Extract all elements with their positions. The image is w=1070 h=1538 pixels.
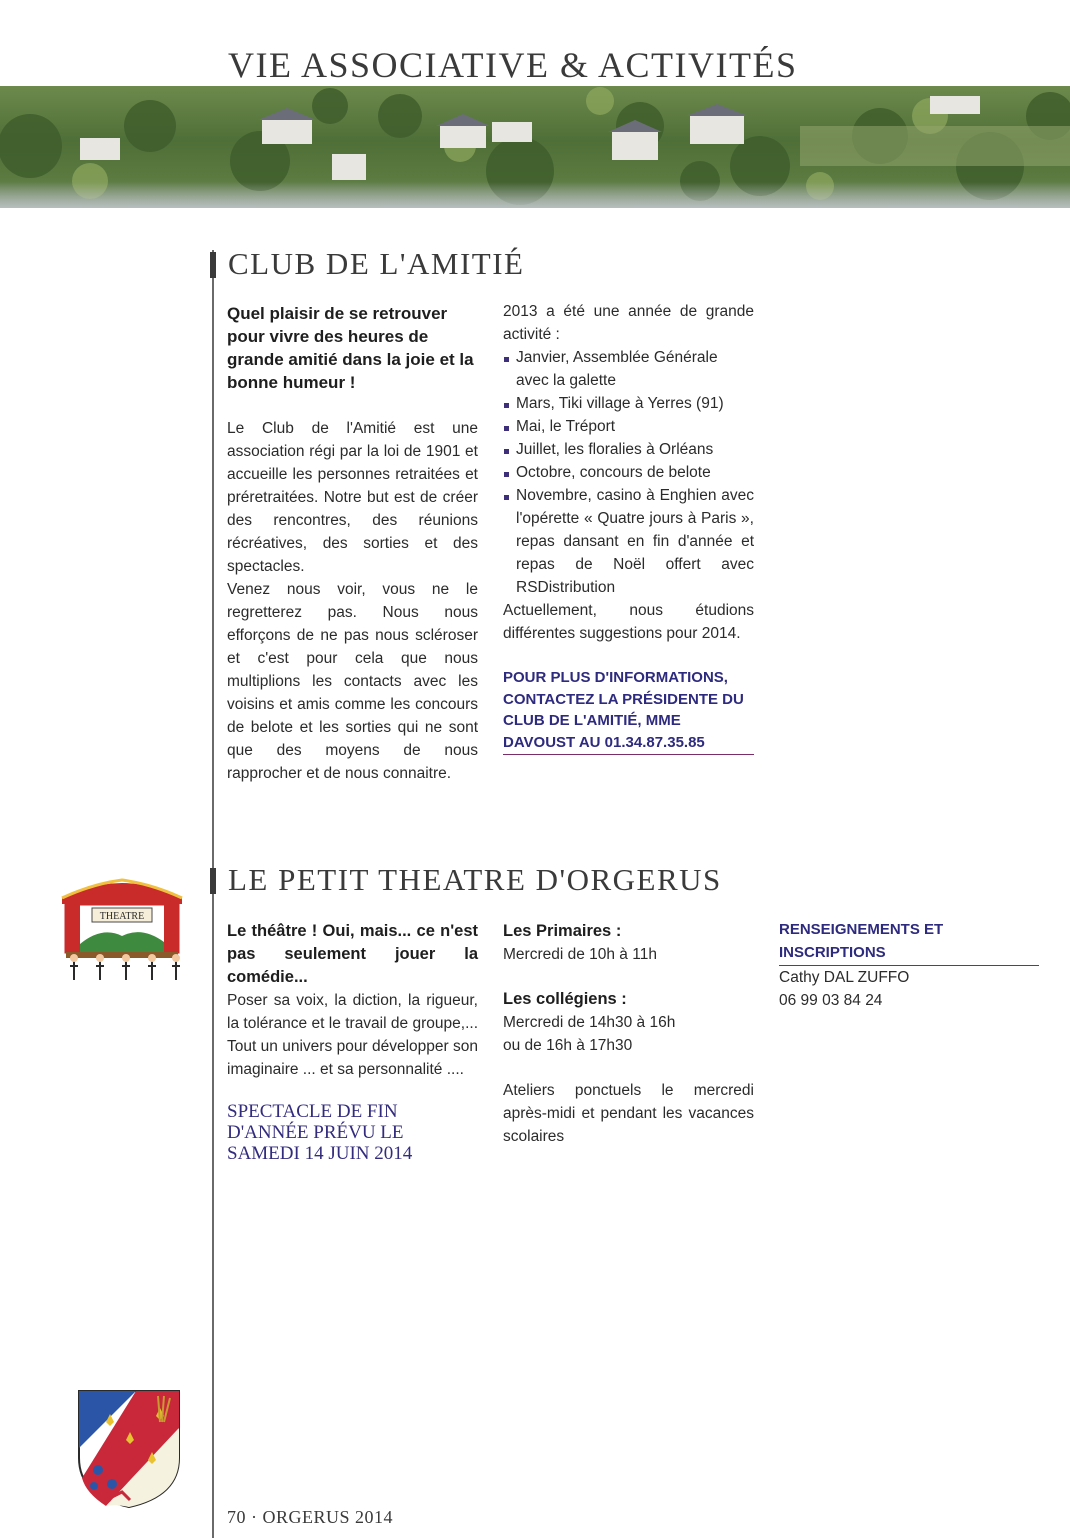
theatre-paragraph: Poser sa voix, la diction, la rigueur, la tolérance et le travail de groupe,... Tout un univers pour développer son imaginaire ... et sa personnalité .... (227, 992, 478, 1078)
theatre-section-title: LE PETIT THEATRE D'ORGERUS (228, 862, 722, 897)
club-right-column (503, 300, 754, 755)
club-outro: Actuellement, nous étudions différentes suggestions pour 2014. (503, 602, 754, 642)
theatre-lead-text: Le théâtre ! Oui, mais... ce n'est pas seulement jouer la comédie... (227, 922, 478, 986)
page-footer: 70 · ORGERUS 2014 (227, 1507, 394, 1527)
contact-name: Cathy DAL ZUFFO (779, 969, 910, 986)
list-item: Octobre, concours de belote (503, 461, 754, 484)
theatre-contact-column (779, 918, 1039, 1012)
section-marker (210, 868, 216, 894)
theatre-schedule-column (503, 920, 754, 1148)
collegiens-time-2: ou de 16h à 17h30 (503, 1037, 633, 1054)
vertical-divider (212, 250, 214, 1538)
club-section-title: CLUB DE L'AMITIÉ (228, 246, 525, 281)
list-item: Novembre, casino à Enghien avec l'opérette « Quatre jours à Paris », repas dansant en fin d'année et repas de Noël offert avec RSDistribution (503, 484, 754, 599)
list-item: Mai, le Tréport (503, 415, 754, 438)
club-contact-info: POUR PLUS D'INFORMATIONS, CONTACTEZ LA PRÉSIDENTE DU CLUB DE L'AMITIÉ, MME DAVOUST AU 01.34.87.35.85 (503, 667, 754, 755)
theatre-illustration (52, 870, 192, 986)
contact-phone: 06 99 03 84 24 (779, 992, 883, 1009)
collegiens-time-1: Mercredi de 14h30 à 16h (503, 1014, 676, 1031)
list-item: Mars, Tiki village à Yerres (91) (503, 392, 754, 415)
aerial-photo-banner (0, 86, 1070, 208)
theatre-spectacle-announcement: SPECTACLE DE FIN D'ANNÉE PRÉVU LE SAMEDI 14 JUIN 2014 (227, 1101, 413, 1164)
ateliers-text: Ateliers ponctuels le mercredi après-midi et pendant les vacances scolaires (503, 1082, 754, 1145)
club-activities-intro: 2013 a été une année de grande activité : (503, 303, 754, 343)
collegiens-label: Les collégiens : (503, 990, 627, 1008)
list-item: Juillet, les floralies à Orléans (503, 438, 754, 461)
theatre-left-column (227, 920, 478, 1164)
banner-fade (0, 182, 1070, 208)
list-item: Janvier, Assemblée Générale avec la galette (503, 346, 754, 392)
club-paragraph-2: Venez nous voir, vous ne le regretterez pas. Nous nous efforçons de ne pas nous scléroser et c'est pour cela que nous multiplions les contacts avec les voisins et amis comme les concours de belote et les sorties qui ne sont que des moyens de nous rapprocher et de nous connaitre. (227, 581, 478, 782)
page-section-title: VIE ASSOCIATIVE & ACTIVITÉS (228, 45, 798, 85)
renseignements-heading: RENSEIGNEMENTS ET INSCRIPTIONS (779, 918, 1039, 966)
theatre-sign-text: THEATRE (99, 911, 145, 922)
section-marker (210, 252, 216, 278)
primaires-time: Mercredi de 10h à 11h (503, 946, 657, 963)
club-activities-list (503, 346, 754, 599)
club-lead-text: Quel plaisir de se retrouver pour vivre des heures de grande amitié dans la joie et la bonne humeur ! (227, 304, 474, 392)
orgerus-coat-of-arms (76, 1388, 182, 1510)
primaires-label: Les Primaires : (503, 922, 622, 940)
club-left-column (227, 302, 478, 785)
club-paragraph-1: Le Club de l'Amitié est une association régi par la loi de 1901 et accueille les personnes retraitées et préretraitées. Notre but est de créer des rencontres, des réunions récréatives, des sorties et des spectacles. (227, 420, 478, 575)
